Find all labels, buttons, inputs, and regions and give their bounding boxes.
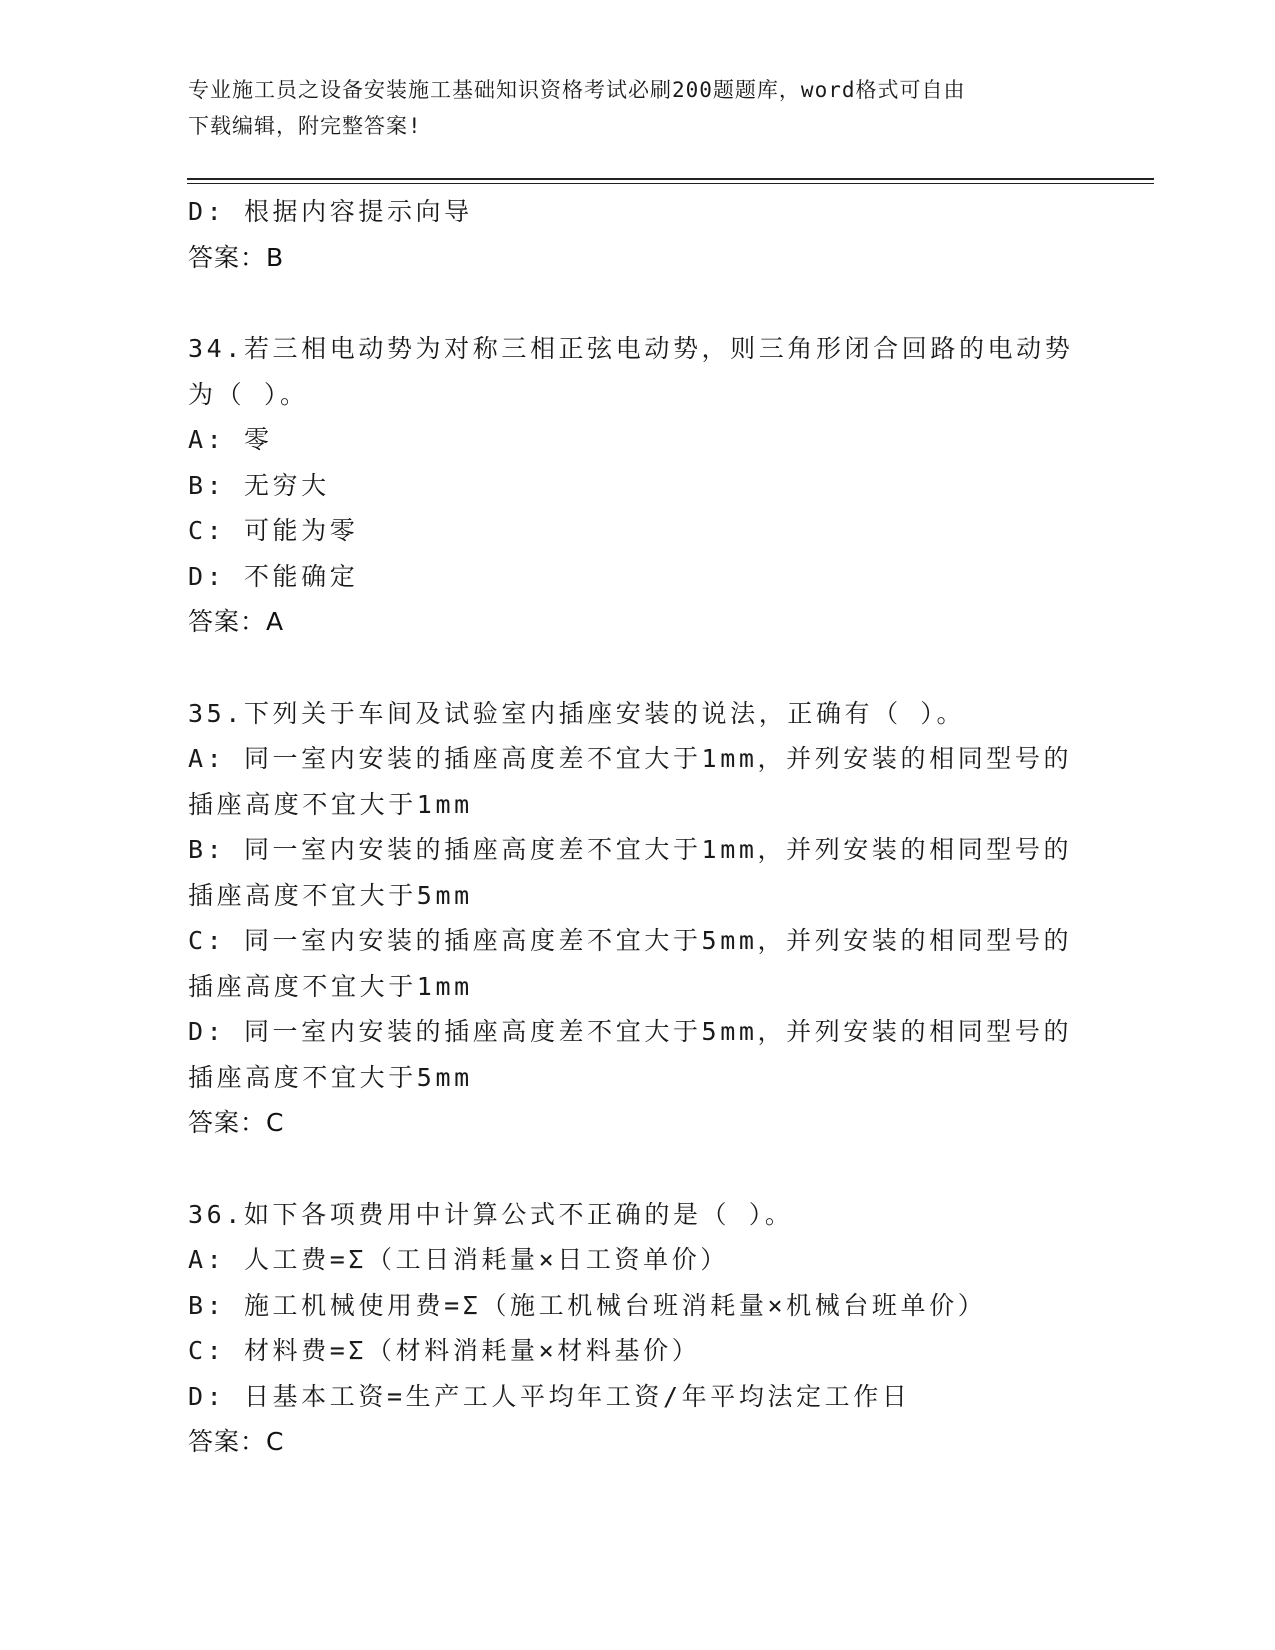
question-34	[188, 326, 1088, 645]
spacer	[188, 1146, 1088, 1192]
header-title-line-2: 下载编辑，附完整答案!	[188, 114, 422, 138]
spacer	[188, 280, 1088, 326]
q36-option-a: A: 人工费=Σ（工日消耗量×日工资单价）	[188, 1245, 729, 1274]
q35-option-d-line-1: D: 同一室内安装的插座高度差不宜大于5mm，并列安装的相同型号的	[188, 1017, 1073, 1046]
q33-answer: 答案：B	[188, 242, 285, 272]
q34-option-d: D: 不能确定	[188, 561, 359, 591]
q34-option-c: C: 可能为零	[188, 516, 359, 545]
question-list	[188, 189, 1088, 1465]
q35-option-a-line-2: 插座高度不宜大于1mm	[188, 789, 473, 819]
document-header	[188, 72, 1088, 144]
q35-option-b-line-2: 插座高度不宜大于5mm	[188, 880, 473, 910]
q34-stem-line-1: 34.若三相电动势为对称三相正弦电动势，则三角形闭合回路的电动势	[188, 334, 1074, 363]
spacer	[188, 645, 1088, 691]
q35-stem: 35.下列关于车间及试验室内插座安装的说法，正确有（ ）。	[188, 698, 966, 728]
q34-option-a: A: 零	[188, 425, 273, 454]
q36-answer: 答案：C	[188, 1427, 285, 1456]
q35-option-a-line-1: A: 同一室内安装的插座高度差不宜大于1mm，并列安装的相同型号的	[188, 744, 1073, 773]
q35-answer: 答案：C	[188, 1108, 285, 1137]
q34-option-b: B: 无穷大	[188, 470, 330, 500]
question-36	[188, 1192, 1088, 1465]
header-divider-thin	[187, 183, 1154, 184]
question-35	[188, 691, 1088, 1146]
q36-stem: 36.如下各项费用中计算公式不正确的是（ ）。	[188, 1199, 794, 1229]
q34-stem-line-2: 为（ ）。	[188, 379, 309, 409]
q36-option-b: B: 施工机械使用费=Σ（施工机械台班消耗量×机械台班单价）	[188, 1290, 987, 1320]
q35-option-c-line-2: 插座高度不宜大于1mm	[188, 971, 473, 1001]
q34-answer: 答案：A	[188, 607, 285, 636]
q36-option-d: D: 日基本工资=生产工人平均年工资/年平均法定工作日	[188, 1381, 911, 1411]
q35-option-d-line-2: 插座高度不宜大于5mm	[188, 1062, 473, 1092]
question-33-tail	[188, 189, 1088, 280]
header-divider-thick	[187, 178, 1154, 180]
q35-option-b-line-1: B: 同一室内安装的插座高度差不宜大于1mm，并列安装的相同型号的	[188, 835, 1073, 864]
q35-option-c-line-1: C: 同一室内安装的插座高度差不宜大于5mm，并列安装的相同型号的	[188, 926, 1073, 955]
header-title-line-1: 专业施工员之设备安装施工基础知识资格考试必刷200题题库，word格式可自由	[188, 78, 966, 102]
q36-option-c: C: 材料费=Σ（材料消耗量×材料基价）	[188, 1336, 701, 1365]
q33-option-d: D: 根据内容提示向导	[188, 197, 473, 226]
